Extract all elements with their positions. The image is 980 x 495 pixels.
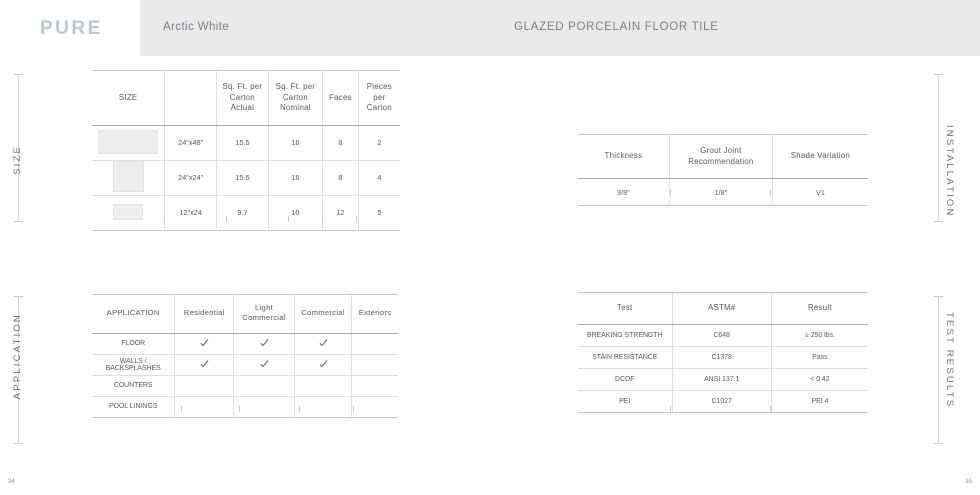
astm-value: C648 — [672, 324, 771, 346]
astm-value: C1027 — [672, 390, 771, 412]
check-mark-icon — [319, 359, 328, 368]
page-header — [0, 0, 980, 56]
application-label: POOL LININGS — [92, 396, 175, 417]
col-faces-label: Faces — [329, 92, 352, 102]
col-faces — [323, 71, 359, 126]
col-actual — [217, 71, 269, 126]
col-result: Result — [771, 293, 868, 325]
test-name: PEI — [578, 390, 672, 412]
size-value: 24"x24" — [165, 160, 217, 195]
test-name: STAIN RESISTANCE — [578, 346, 672, 368]
table-row — [578, 346, 868, 368]
residential-cell — [175, 354, 234, 375]
size-value: 12"x24 — [165, 195, 217, 230]
table-header-row — [92, 71, 400, 126]
commercial-cell — [295, 396, 352, 417]
page-number-right: 35 — [965, 479, 972, 485]
col-actual-label-1: Sq. Ft. per Carton — [222, 82, 263, 102]
result-value: < 0.42 — [771, 368, 868, 390]
installation-table-body — [578, 179, 868, 206]
nominal-value: 16 — [268, 125, 322, 160]
application-table-head — [92, 295, 398, 334]
table-row — [92, 195, 400, 230]
light-commercial-cell — [234, 375, 295, 396]
application-table — [92, 294, 398, 418]
nominal-value: 16 — [268, 160, 322, 195]
right-rail-tick-bottom-2 — [934, 443, 943, 444]
col-thickness: Thickness — [578, 135, 669, 179]
actual-value: 15.5 — [217, 125, 269, 160]
page-number-left: 34 — [8, 479, 15, 485]
result-value: Pass — [771, 346, 868, 368]
install-table-tick-1 — [670, 190, 671, 196]
color-name: Arctic White — [163, 21, 230, 33]
commercial-cell — [295, 354, 352, 375]
size-value: 24"x48" — [165, 125, 217, 160]
test-results-table — [578, 292, 868, 413]
right-rail-tick-bottom — [934, 296, 943, 297]
app-table-tick-2 — [239, 406, 240, 412]
application-label: WALLS / BACKSPLASHES — [92, 354, 175, 375]
table-row — [578, 179, 868, 206]
size-table — [92, 70, 400, 231]
faces-value: 8 — [323, 125, 359, 160]
pieces-value: 2 — [358, 125, 400, 160]
application-label: COUNTERS — [92, 375, 175, 396]
left-rail-tick-bottom — [14, 296, 23, 297]
table-header-row — [578, 293, 868, 325]
grout-value: 1/8" — [669, 179, 772, 206]
rail-label-installation: INSTALLATION — [944, 125, 955, 218]
swatch-24x48 — [98, 130, 158, 154]
col-size-value — [165, 71, 217, 126]
rail-label-size: SIZE — [12, 145, 23, 175]
table-row — [92, 375, 398, 396]
col-test: Test — [578, 293, 672, 325]
actual-value: 9.7 — [217, 195, 269, 230]
test-name: DCOF — [578, 368, 672, 390]
exteriors-cell — [352, 396, 398, 417]
col-application: APPLICATION — [92, 295, 175, 334]
size-table-tick-1 — [164, 216, 165, 222]
check-mark-icon — [200, 338, 209, 347]
test-table-tick-1 — [670, 406, 671, 412]
left-rail-tick-bottom-2 — [14, 443, 23, 444]
commercial-cell — [295, 333, 352, 354]
nominal-value: 10 — [268, 195, 322, 230]
exteriors-cell — [352, 333, 398, 354]
check-mark-icon — [260, 338, 269, 347]
test-table-tick-2 — [770, 406, 771, 412]
size-swatch-cell — [92, 160, 165, 195]
product-type: GLAZED PORCELAIN FLOOR TILE — [514, 21, 719, 33]
col-grout-joint: Grout Joint Recommendation — [669, 135, 772, 179]
rail-label-application: APPLICATION — [12, 313, 23, 400]
table-header-row — [578, 135, 868, 179]
table-row — [92, 354, 398, 375]
right-rail-tick-top — [934, 74, 943, 75]
size-swatch-cell — [92, 195, 165, 230]
faces-value: 8 — [323, 160, 359, 195]
result-value: PEI 4 — [771, 390, 868, 412]
swatch-24x24 — [113, 161, 144, 192]
col-actual-label-2: Actual — [230, 103, 255, 113]
exteriors-cell — [352, 375, 398, 396]
light-commercial-cell — [234, 396, 295, 417]
test-results-table-head — [578, 293, 868, 325]
size-table-tick-2 — [226, 216, 227, 222]
residential-cell — [175, 333, 234, 354]
actual-value: 15.5 — [217, 160, 269, 195]
right-rail-line-top — [938, 74, 939, 222]
residential-cell — [175, 375, 234, 396]
col-nominal — [268, 71, 322, 126]
result-value: ≥ 250 lbs. — [771, 324, 868, 346]
col-nominal-label-1: Sq. Ft. per Carton — [275, 82, 316, 102]
commercial-cell — [295, 375, 352, 396]
col-exteriors: Exteriors — [352, 295, 398, 334]
table-row — [578, 390, 868, 412]
table-row — [92, 160, 400, 195]
col-pieces-label-2: Carton — [366, 103, 392, 113]
pieces-value: 4 — [358, 160, 400, 195]
shade-value: V1 — [772, 179, 868, 206]
rail-label-test-results: TEST RESULTS — [944, 312, 955, 409]
brand-logo: PURE — [40, 18, 103, 39]
size-swatch-cell — [92, 125, 165, 160]
size-table-tick-4 — [322, 216, 323, 222]
thickness-value: 3/8" — [578, 179, 669, 206]
right-rail-line-bottom — [938, 296, 939, 444]
table-row — [92, 125, 400, 160]
install-table-tick-2 — [770, 190, 771, 196]
size-table-head — [92, 71, 400, 126]
size-table-tick-3 — [288, 216, 289, 222]
check-mark-icon — [319, 338, 328, 347]
app-table-tick-4 — [353, 406, 354, 412]
light-commercial-cell — [234, 333, 295, 354]
swatch-12x24 — [113, 204, 143, 220]
col-pieces — [358, 71, 400, 126]
size-table-body — [92, 125, 400, 230]
table-header-row — [92, 295, 398, 334]
exteriors-cell — [352, 354, 398, 375]
table-row — [578, 324, 868, 346]
size-table-tick-5 — [356, 216, 357, 222]
col-nominal-label-2: Nominal — [280, 103, 311, 113]
test-results-table-body — [578, 324, 868, 412]
pieces-value: 5 — [358, 195, 400, 230]
installation-table-head — [578, 135, 868, 179]
application-table-body — [92, 333, 398, 417]
left-rail-tick-top-2 — [14, 221, 23, 222]
faces-value: 12 — [323, 195, 359, 230]
col-size — [92, 71, 165, 126]
astm-value: C1378 — [672, 346, 771, 368]
app-table-tick-1 — [181, 406, 182, 412]
light-commercial-cell — [234, 354, 295, 375]
check-mark-icon — [260, 359, 269, 368]
col-residential: Residential — [175, 295, 234, 334]
left-rail-tick-top — [14, 74, 23, 75]
check-mark-icon — [200, 359, 209, 368]
app-table-tick-3 — [299, 406, 300, 412]
col-light-commercial: Light Commercial — [234, 295, 295, 334]
test-name: BREAKING STRENGTH — [578, 324, 672, 346]
right-rail-tick-top-2 — [934, 221, 943, 222]
col-astm: ASTM# — [672, 293, 771, 325]
col-commercial: Commercial — [295, 295, 352, 334]
col-shade-variation: Shade Variation — [772, 135, 868, 179]
col-size-label: SIZE — [118, 92, 138, 102]
residential-cell — [175, 396, 234, 417]
application-label: FLOOR — [92, 333, 175, 354]
table-row — [92, 333, 398, 354]
table-row — [578, 368, 868, 390]
astm-value: ANSI 137.1 — [672, 368, 771, 390]
installation-table — [578, 134, 868, 206]
col-pieces-label-1: Pieces per — [366, 82, 392, 102]
